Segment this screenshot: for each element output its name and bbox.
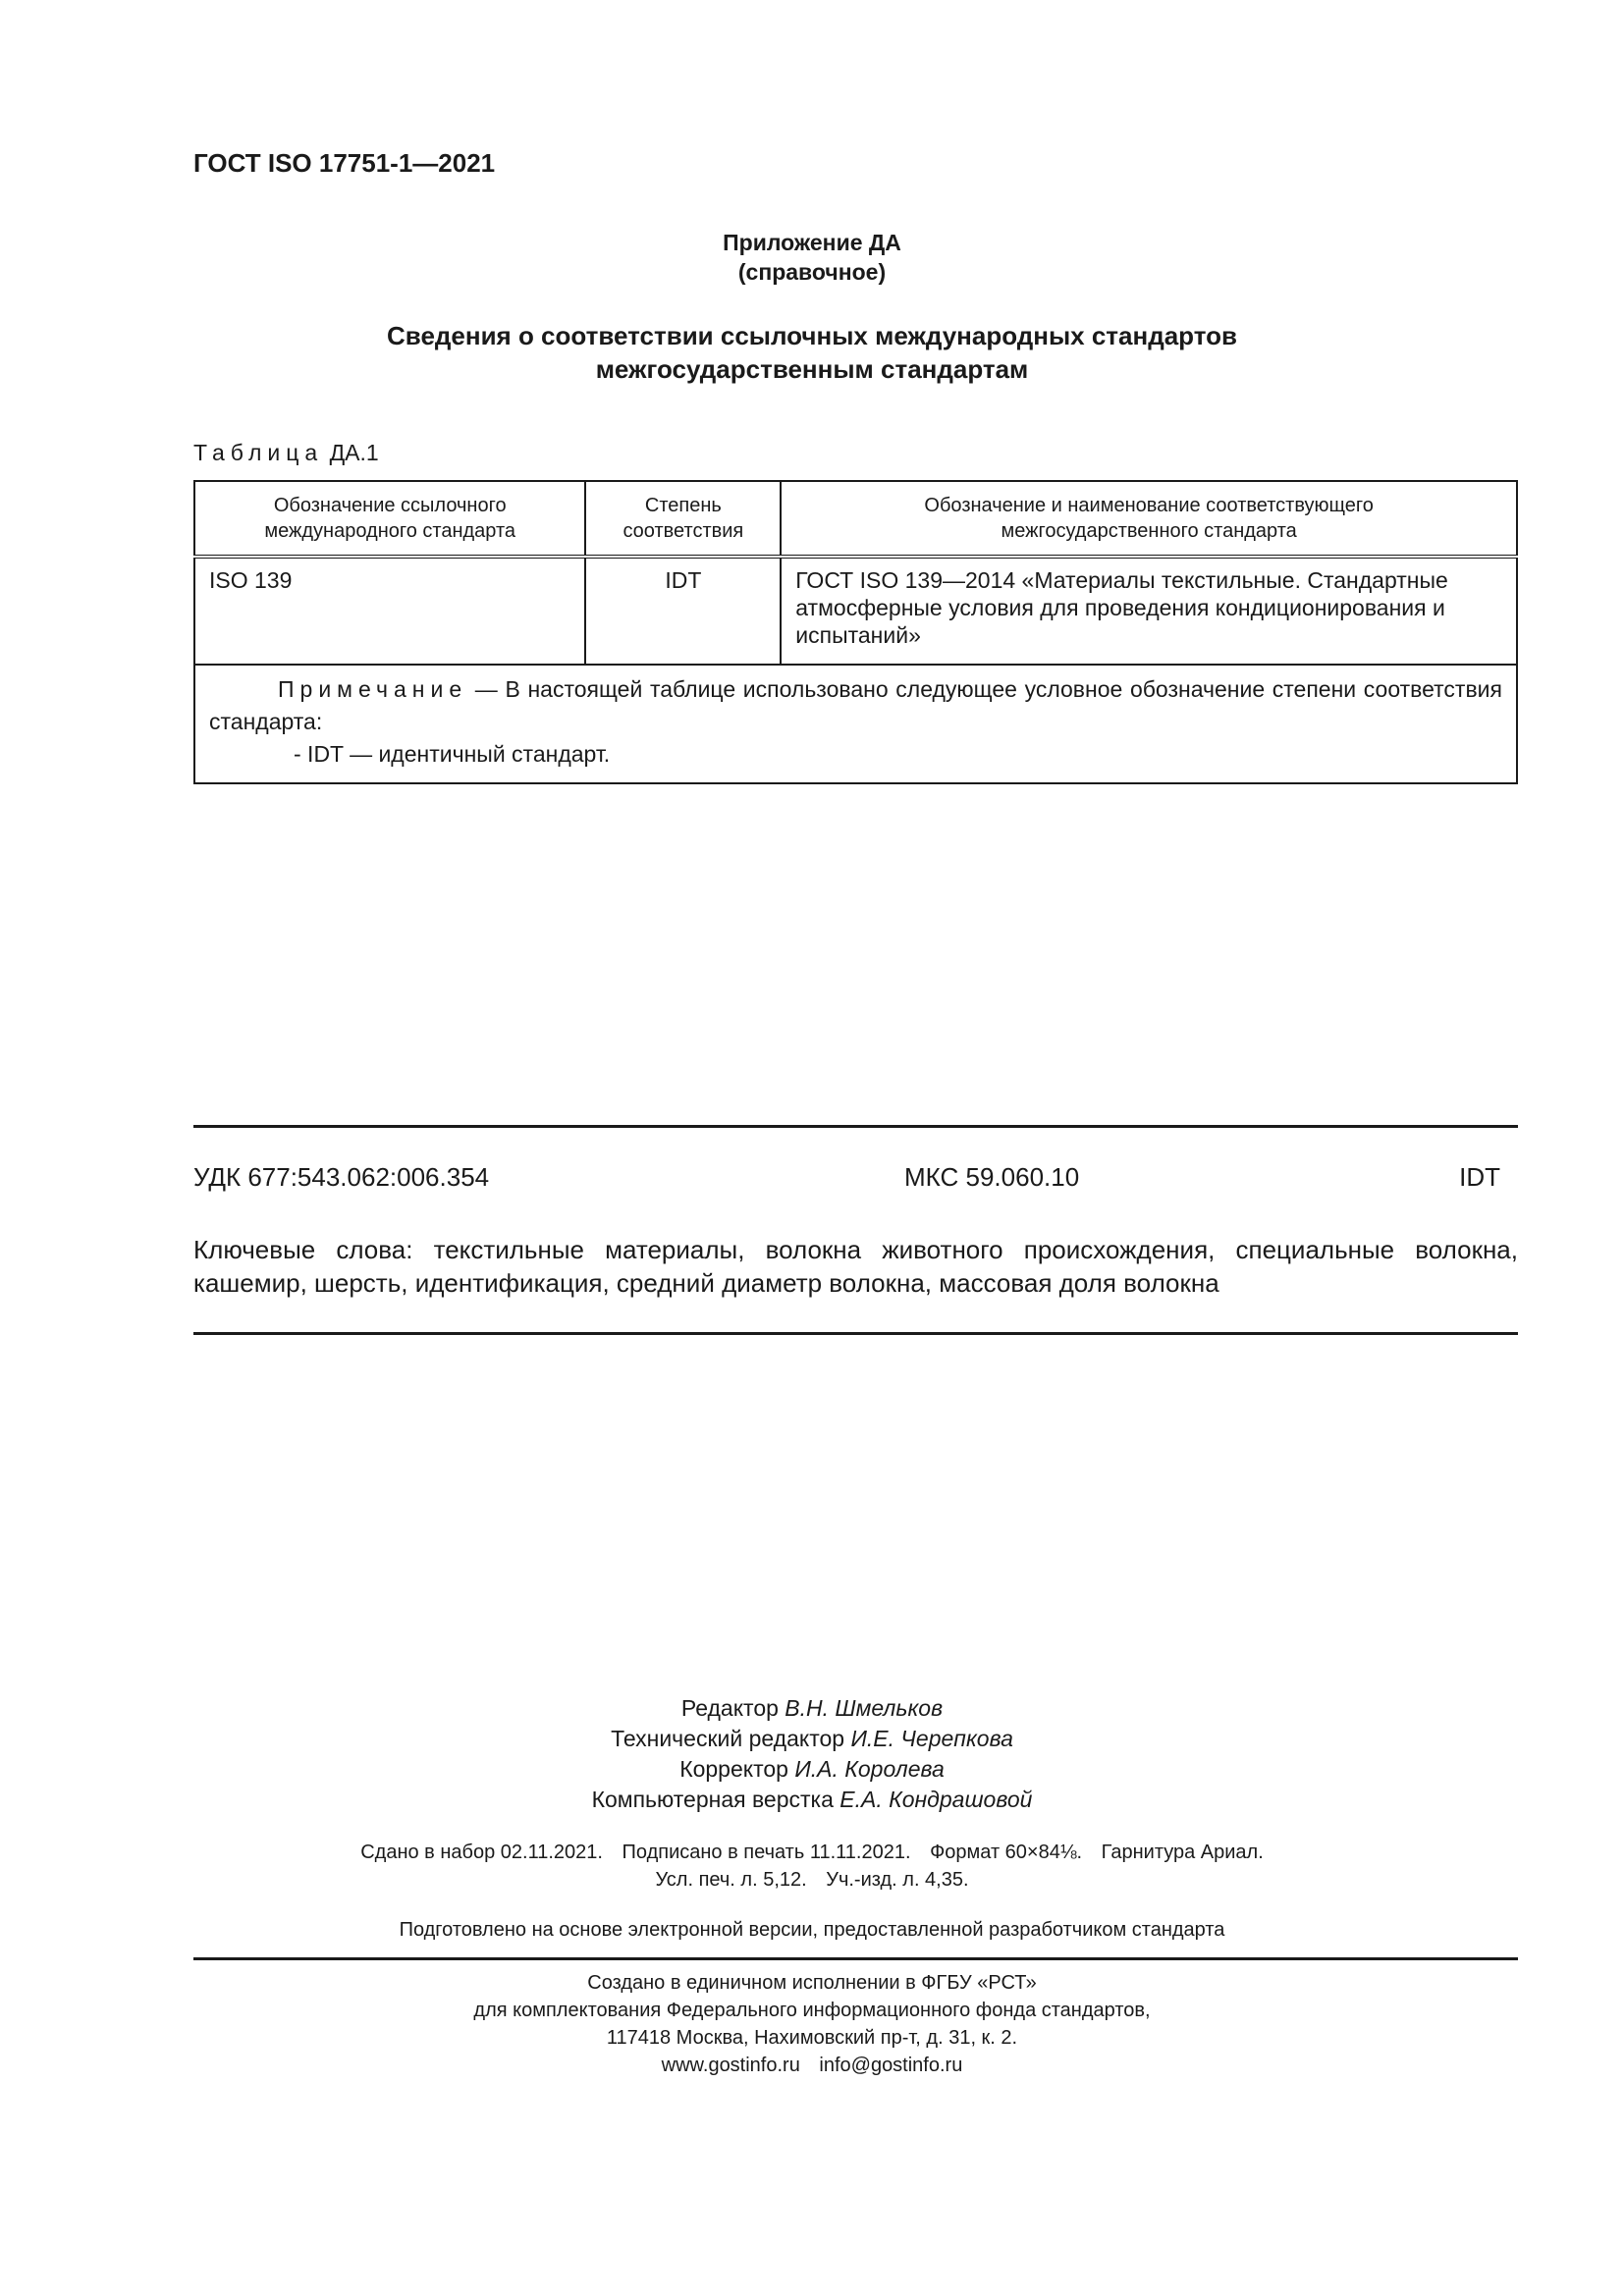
cell-national-standard: ГОСТ ISO 139—2014 «Материалы текстильные. Стандартные атмосферные условия для проведения кондиционирования и испытаний»: [781, 557, 1517, 665]
section-title-line1: Сведения о соответствии ссылочных международных стандартов: [387, 321, 1237, 350]
cell-reference: ISO 139: [194, 557, 585, 665]
annex-kind: (справочное): [737, 259, 887, 285]
credit-proofreader: Корректор И.А. Королева: [679, 1756, 945, 1782]
table-caption-word: Таблица: [193, 440, 324, 465]
divider-keywords: [193, 1332, 1518, 1335]
print-sheets: Усл. печ. л. 5,12.: [655, 1869, 807, 1891]
note-text: — В настоящей таблице использовано следующее условное обозначение степени соответствия стандарта:: [209, 676, 1502, 734]
ics-code: МКС 59.060.10: [904, 1162, 1080, 1192]
publisher-info: [0, 1969, 1624, 2079]
annex-heading: [0, 228, 1624, 287]
publisher-email-link[interactable]: info@gostinfo.ru: [819, 2055, 963, 2076]
publisher-site-link[interactable]: www.gostinfo.ru: [661, 2055, 800, 2076]
print-submitted: Сдано в набор 02.11.2021.: [360, 1842, 603, 1863]
prepared-note: Подготовлено на основе электронной версии, предоставленной разработчиком стандарта: [399, 1919, 1225, 1941]
table-note-row: [194, 665, 1517, 783]
table-caption: [193, 440, 379, 466]
keywords: Ключевые слова: текстильные материалы, волокна животного происхождения, специальные волокна, кашемир, шерсть, идентификация, средний диаметр волокна, массовая доля волокна: [193, 1235, 1518, 1298]
table-note: [194, 665, 1517, 783]
divider-top: [193, 1125, 1518, 1128]
column-header-degree: Степень соответствия: [585, 481, 781, 557]
cell-degree: IDT: [585, 557, 781, 665]
udc-code: УДК 677:543.062:006.354: [193, 1162, 490, 1192]
column-header-reference: Обозначение ссылочного международного стандарта: [194, 481, 585, 557]
credit-layout: Компьютерная верстка Е.А. Кондрашовой: [591, 1787, 1033, 1812]
divider-bottom: [193, 1957, 1518, 1960]
publisher-contacts: [0, 2052, 1624, 2079]
print-info: [0, 1839, 1624, 1894]
print-signed: Подписано в печать 11.11.2021.: [622, 1842, 911, 1863]
print-format: Формат 60×84⅛.: [930, 1842, 1083, 1863]
note-label: Примечание: [278, 676, 468, 702]
correspondence-degree: IDT: [1459, 1162, 1500, 1192]
table-row: [194, 557, 1517, 665]
section-title: [0, 319, 1624, 386]
table-header-row: [194, 481, 1517, 557]
document-code: ГОСТ ISO 17751-1—2021: [193, 148, 496, 178]
annex-title: Приложение ДА: [723, 230, 901, 255]
credits: [0, 1693, 1624, 1815]
credit-technical-editor: Технический редактор И.Е. Черепкова: [611, 1726, 1013, 1751]
table-caption-number: ДА.1: [329, 440, 379, 465]
publisher-line2: для комплектования Федерального информационного фонда стандартов,: [473, 2000, 1151, 2021]
print-typeface: Гарнитура Ариал.: [1101, 1842, 1264, 1863]
credit-editor: Редактор В.Н. Шмельков: [680, 1695, 944, 1721]
publisher-address: 117418 Москва, Нахимовский пр-т, д. 31, к. 2.: [606, 2027, 1018, 2049]
publisher-line1: Создано в единичном исполнении в ФГБУ «РСТ»: [587, 1972, 1037, 1994]
note-legend: - IDT — идентичный стандарт.: [294, 741, 611, 767]
column-header-national-standard: Обозначение и наименование соответствующего межгосударственного стандарта: [781, 481, 1517, 557]
correspondence-table: [193, 480, 1518, 784]
section-title-line2: межгосударственным стандартам: [595, 354, 1029, 384]
publishing-sheets: Уч.-изд. л. 4,35.: [826, 1869, 969, 1891]
